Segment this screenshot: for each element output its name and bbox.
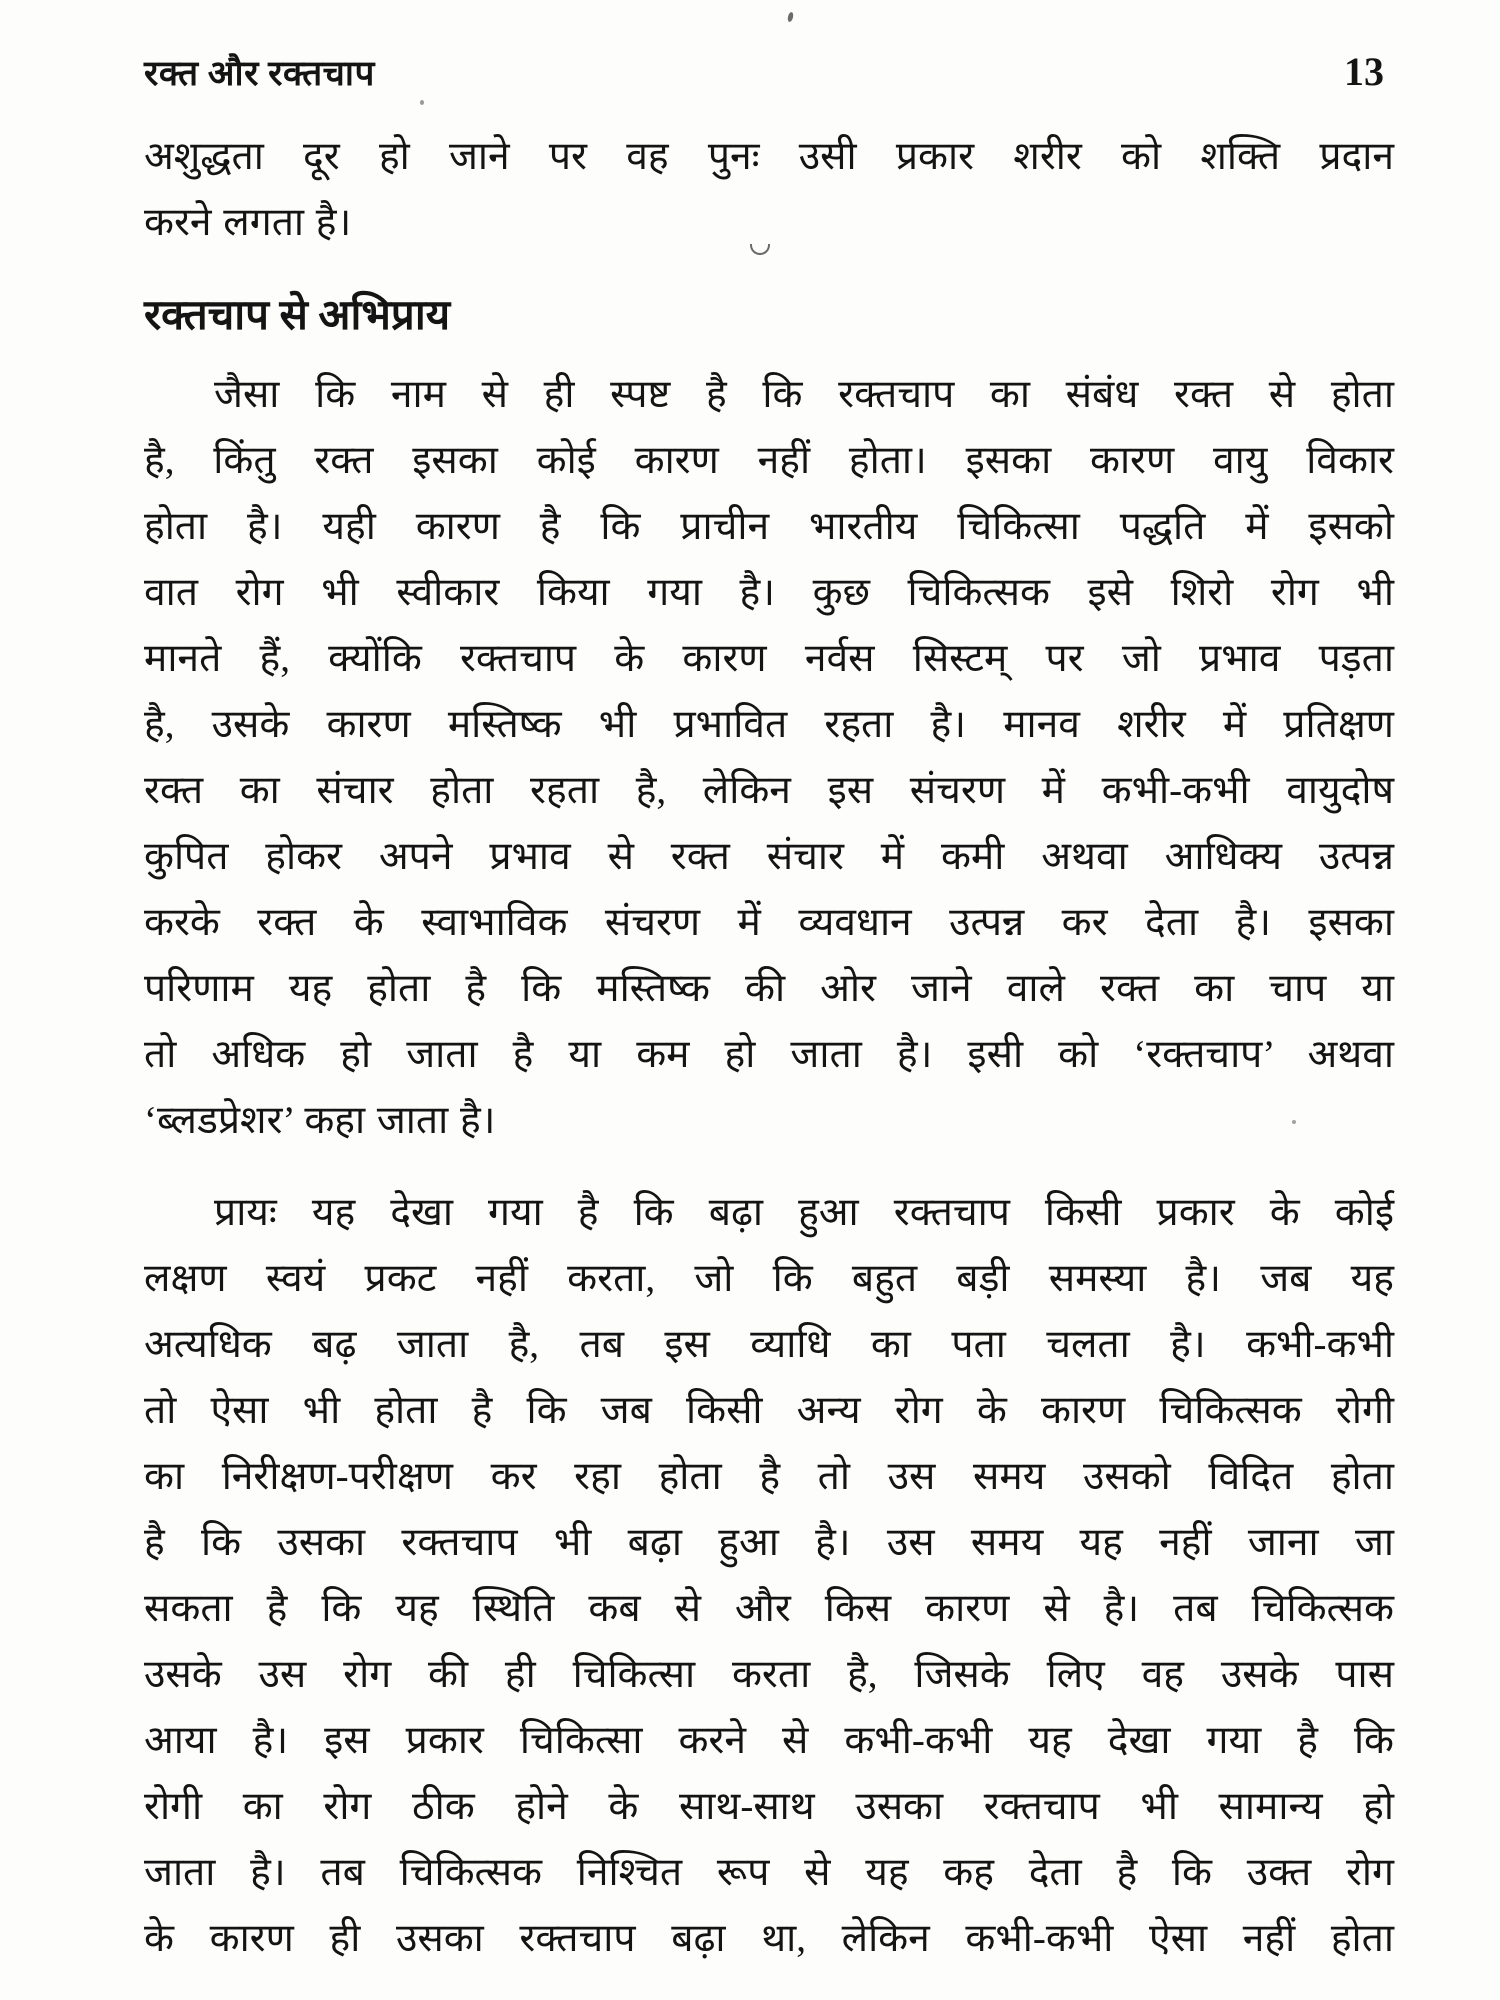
text-line: है, उसके कारण मस्तिष्क भी प्रभावित रहता है। मानव शरीर में प्रतिक्षण xyxy=(144,703,1394,746)
page-header xyxy=(144,48,1394,100)
text-line: होता है। यही कारण है कि प्राचीन भारतीय चिकित्सा पद्धति में इसको xyxy=(144,505,1394,548)
text-line: सकता है कि यह स्थिति कब से और किस कारण से है। तब चिकित्सक xyxy=(144,1587,1394,1630)
text-line: परिणाम यह होता है कि मस्तिष्क की ओर जाने वाले रक्त का चाप या xyxy=(144,967,1394,1010)
text-line: है कि उसका रक्तचाप भी बढ़ा हुआ है। उस समय यह नहीं जाना जा xyxy=(144,1521,1394,1564)
text-line: का निरीक्षण-परीक्षण कर रहा होता है तो उस समय उसको विदित होता xyxy=(144,1455,1394,1498)
section-heading: रक्तचाप से अभिप्राय xyxy=(144,293,451,339)
text-line: रोगी का रोग ठीक होने के साथ-साथ उसका रक्तचाप भी सामान्य हो xyxy=(144,1785,1394,1828)
text-line: आया है। इस प्रकार चिकित्सा करने से कभी-कभी यह देखा गया है कि xyxy=(144,1719,1394,1762)
text-line: उसके उस रोग की ही चिकित्सा करता है, जिसके लिए वह उसके पास xyxy=(144,1653,1394,1696)
text-line: अशुद्धता दूर हो जाने पर वह पुनः उसी प्रकार शरीर को शक्ति प्रदान xyxy=(144,135,1394,178)
paragraph-symptoms xyxy=(144,1180,1394,1972)
text-line: अत्यधिक बढ़ जाता है, तब इस व्याधि का पता चलता है। कभी-कभी xyxy=(144,1323,1394,1366)
text-line: ‘ब्लडप्रेशर’ कहा जाता है। xyxy=(144,1099,496,1142)
text-line: करने लगता है। xyxy=(144,201,352,244)
text-line: के कारण ही उसका रक्तचाप बढ़ा था, लेकिन कभी-कभी ऐसा नहीं होता xyxy=(144,1917,1394,1960)
text-line: मानते हैं, क्योंकि रक्तचाप के कारण नर्वस सिस्टम् पर जो प्रभाव पड़ता xyxy=(144,637,1394,680)
text-line: तो अधिक हो जाता है या कम हो जाता है। इसी को ‘रक्तचाप’ अथवा xyxy=(144,1033,1394,1076)
text-line: रक्त का संचार होता रहता है, लेकिन इस संचरण में कभी-कभी वायुदोष xyxy=(144,769,1394,812)
text-line: कुपित होकर अपने प्रभाव से रक्त संचार में कमी अथवा आधिक्य उत्पन्न xyxy=(144,835,1394,878)
text-line: तो ऐसा भी होता है कि जब किसी अन्य रोग के कारण चिकित्सक रोगी xyxy=(144,1389,1394,1432)
running-head: रक्त और रक्तचाप xyxy=(144,54,375,93)
text-line: लक्षण स्वयं प्रकट नहीं करता, जो कि बहुत बड़ी समस्या है। जब यह xyxy=(144,1257,1394,1300)
scan-speck xyxy=(787,12,794,23)
scan-speck xyxy=(1292,1120,1296,1124)
scan-speck xyxy=(420,100,424,105)
text-line: करके रक्त के स्वाभाविक संचरण में व्यवधान उत्पन्न कर देता है। इसका xyxy=(144,901,1394,944)
text-line: प्रायः यह देखा गया है कि बढ़ा हुआ रक्तचाप किसी प्रकार के कोई xyxy=(214,1191,1394,1234)
paragraph-blood-pressure-meaning xyxy=(144,362,1394,1154)
text-line: वात रोग भी स्वीकार किया गया है। कुछ चिकित्सक इसे शिरो रोग भी xyxy=(144,571,1394,614)
page-number: 13 xyxy=(1344,49,1384,94)
paragraph-continuation xyxy=(144,124,1394,256)
text-line: जाता है। तब चिकित्सक निश्चित रूप से यह कह देता है कि उक्त रोग xyxy=(144,1851,1394,1894)
text-line: जैसा कि नाम से ही स्पष्ट है कि रक्तचाप का संबंध रक्त से होता xyxy=(214,373,1394,416)
text-line: है, किंतु रक्त इसका कोई कारण नहीं होता। इसका कारण वायु विकार xyxy=(144,439,1394,482)
